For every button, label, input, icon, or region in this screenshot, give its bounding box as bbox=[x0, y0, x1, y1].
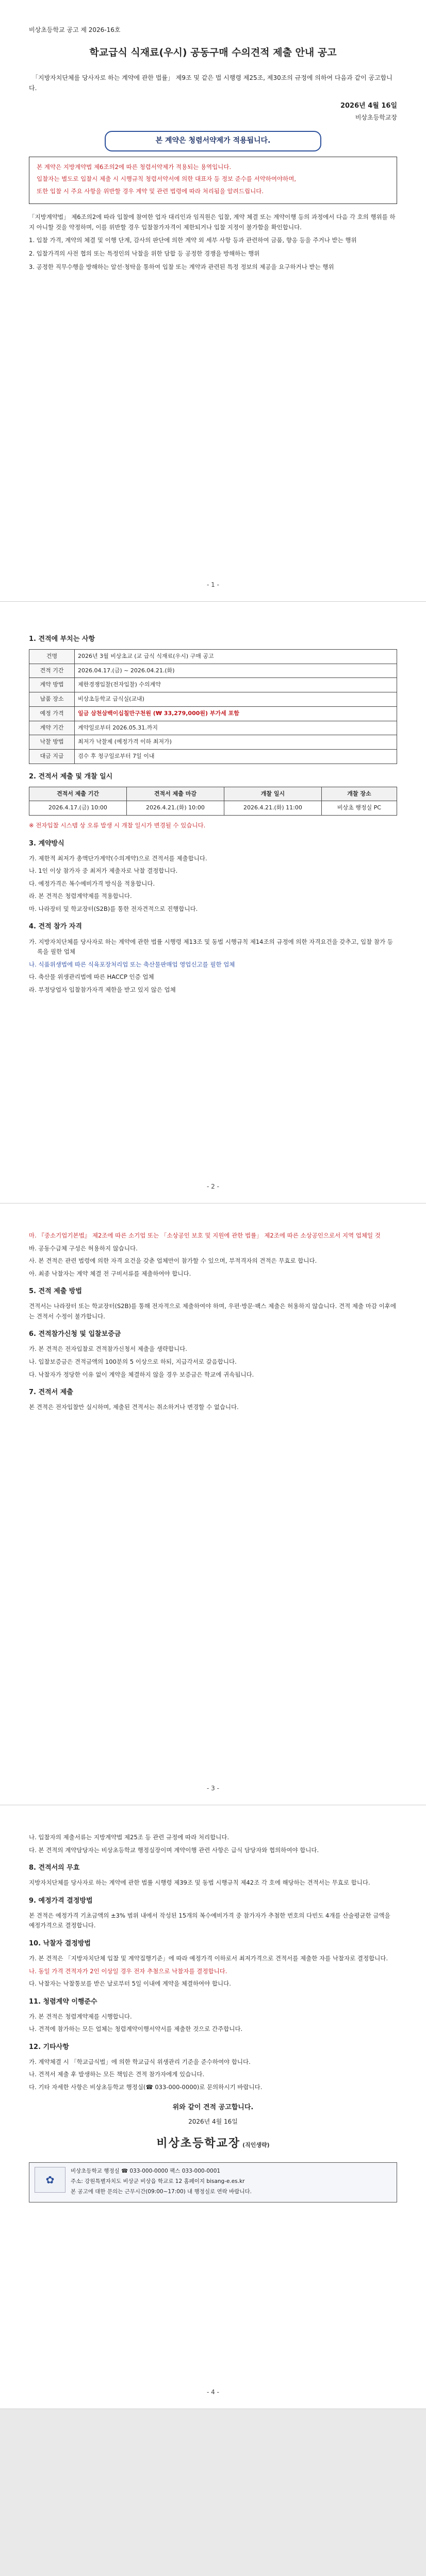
table-row bbox=[29, 749, 397, 764]
list-item: 나. 견적서 제출 후 발생하는 모든 책임은 견적 참가자에게 있습니다. bbox=[29, 2071, 205, 2078]
section-title: 9. 예정가격 결정방법 bbox=[29, 1896, 93, 1905]
list-item: 아. 최종 낙찰자는 계약 체결 전 구비서류를 제출하여야 합니다. bbox=[29, 1269, 191, 1277]
row-value: 계약일로부터 2026.05.31.까지 bbox=[75, 721, 397, 735]
section-title: 8. 견적서의 무효 bbox=[29, 1864, 80, 1872]
page-1 bbox=[0, 0, 426, 602]
row-label: 예정 가격 bbox=[29, 706, 75, 721]
section-title: 7. 견적서 제출 bbox=[29, 1388, 73, 1397]
section-paragraph: 본 견적은 전자입찰만 실시하며, 제출된 견적서는 취소하거나 변경할 수 없습니다. bbox=[29, 1403, 239, 1411]
table-row bbox=[29, 735, 397, 750]
final-org bbox=[29, 2134, 397, 2153]
section-title: 6. 견적참가신청 및 입찰보증금 bbox=[29, 1330, 121, 1338]
integrity-line: 본 계약은 지방계약법 제6조의2에 따른 청렴서약제가 적용되는 용역입니다. bbox=[37, 163, 232, 171]
table-header-row bbox=[29, 787, 397, 801]
list-item: 마. 『중소기업기본법』 제2조에 따른 소기업 또는 「소상공인 보호 및 지원에 관한 법률」 제2조에 따른 소상공인으로서 지역 업체일 것 bbox=[29, 1232, 381, 1239]
contact-line: 본 공고에 대한 문의는 근무시간(09:00~17:00) 내 행정실로 연락 바랍니다. bbox=[71, 2189, 252, 2195]
list-item: 라. 본 견적은 청렴계약제를 적용합니다. bbox=[29, 892, 132, 900]
list-item: 다. 낙찰자는 낙찰통보를 받은 날로부터 5일 이내에 계약을 체결하여야 합니다. bbox=[29, 1980, 231, 1988]
list-item: 가. 본 견적은 청렴계약제를 시행합니다. bbox=[29, 2012, 132, 2020]
list-item: 다. 예정가격은 복수예비가격 방식을 적용합니다. bbox=[29, 879, 155, 887]
section-paragraph: 견적서는 나라장터 또는 학교장터(S2B)를 통해 전자적으로 제출하여야 하며, 우편·방문·팩스 제출은 허용하지 않습니다. 견적 제출 마감 이후에는 견적서 수정이 불가합니다. bbox=[29, 1302, 396, 1320]
law-item: 3. 공정한 직무수행을 방해하는 알선·청탁을 통하여 입찰 또는 계약과 관련된 특정 정보의 제공을 요구하거나 받는 행위 bbox=[29, 263, 334, 270]
row-label: 계약 기간 bbox=[29, 721, 75, 735]
table-cell: 2026.4.21.(화) 11:00 bbox=[224, 801, 321, 816]
row-value: 비상초등학교 급식실(교내) bbox=[75, 692, 397, 707]
final-date: 2026년 4월 16일 bbox=[188, 2117, 238, 2125]
page-number: - 4 - bbox=[207, 2388, 219, 2396]
integrity-line: 입찰자는 별도로 입찰시 제출 시 시행규칙 청렴서약서에 의한 대표자 등 정보 준수를 서약하여야하며, bbox=[37, 175, 296, 183]
section-title: 10. 낙찰자 결정방법 bbox=[29, 1939, 91, 1947]
schedule-table bbox=[29, 787, 397, 816]
list-item: 마. 나라장터 및 학교장터(S2B)를 통한 전자견적으로 진행합니다. bbox=[29, 905, 198, 912]
contact-line: 비상초등학교 행정실 ☎ 033-000-0000 팩스 033-000-0001 bbox=[71, 2168, 221, 2175]
table-cell: 2026.4.17.(금) 10:00 bbox=[29, 801, 127, 816]
integrity-banner: 본 계약은 청렴서약제가 적용됩니다. bbox=[105, 131, 321, 151]
intro-paragraph: 「지방자치단체를 당사자로 하는 계약에 관한 법률」 제9조 및 같은 법 시행령 제25조, 제30조의 규정에 의하여 다음과 같이 공고합니다. bbox=[29, 74, 392, 92]
final-org-name: 비상초등학교장 bbox=[156, 2137, 241, 2150]
table-row bbox=[29, 706, 397, 721]
section-title: 3. 계약방식 bbox=[29, 839, 64, 848]
list-item: 가. 본 견적은 「지방자치단체 입찰 및 계약집행기준」에 따라 예정가격 이하로서 최저가격으로 견적서를 제출한 자를 낙찰자로 결정합니다. bbox=[29, 1955, 388, 1962]
column-header: 견적서 제출 마감 bbox=[126, 787, 224, 801]
integrity-line: 또한 입찰 시 주요 사항을 위반할 경우 계약 및 관련 법령에 따라 처리됨을 알려드립니다. bbox=[37, 187, 264, 195]
table-row bbox=[29, 721, 397, 735]
row-value: 최저가 낙찰제 (예정가격 이하 최저가) bbox=[75, 735, 397, 750]
list-item: 나. 입찰보증금은 견적금액의 100분의 5 이상으로 하되, 지급각서로 갈음합니다. bbox=[29, 1358, 237, 1366]
school-logo-icon: ✿ bbox=[35, 2167, 65, 2193]
section-title: 1. 견적에 부치는 사항 bbox=[29, 635, 95, 643]
list-item: 나. 1인 이상 참가자 중 최저가 제출자로 낙찰 결정합니다. bbox=[29, 867, 178, 875]
contact-info-box bbox=[29, 2162, 397, 2202]
page-3 bbox=[0, 1204, 426, 1805]
list-item: 다. 기타 자세한 사항은 비상초등학교 행정실(☎ 033-000-0000)로 문의하시기 바랍니다. bbox=[29, 2083, 263, 2091]
notice-number: 비상초등학교 공고 제 2026-16호 bbox=[29, 26, 121, 33]
section-title: 4. 견적 참가 자격 bbox=[29, 923, 82, 931]
contact-lines bbox=[71, 2167, 252, 2198]
list-item: 가. 지방자치단체를 당사자로 하는 계약에 관한 법률 시행령 제13조 및 동법 시행규칙 제14조의 규정에 의한 자격요건을 갖추고, 입찰 참가 등록을 필한 업체 bbox=[29, 938, 393, 956]
seal-note: (직인생략) bbox=[242, 2142, 270, 2149]
list-item: 가. 제한적 최저가 총액단가계약(수의계약)으로 견적서를 제출합니다. bbox=[29, 854, 207, 862]
row-label: 건명 bbox=[29, 650, 75, 664]
list-item: 다. 본 견적의 계약담당자는 비상초등학교 행정실장이며 계약이행 관련 사항은 급식 담당자와 협의하여야 합니다. bbox=[29, 1846, 319, 1854]
page-4 bbox=[0, 1805, 426, 2409]
row-value: 2026년 3월 비상초교 (교 급식 식재료(우시) 구매 공고 bbox=[75, 650, 397, 664]
table-row bbox=[29, 664, 397, 678]
section-title: 12. 기타사항 bbox=[29, 2043, 69, 2051]
page-number: - 2 - bbox=[207, 1182, 219, 1190]
section-title: 5. 견적 제출 방법 bbox=[29, 1287, 82, 1296]
list-item: 나. 입찰자의 제출서류는 지방계약법 제25조 등 관련 규정에 따라 처리합니다. bbox=[29, 1834, 230, 1841]
section-title: 11. 청렴계약 이행준수 bbox=[29, 1997, 97, 2006]
row-value: 일금 삼천삼백이십칠만구천원 (₩ 33,279,000원) 부가세 포함 bbox=[75, 706, 397, 721]
list-item: 바. 공동수급체 구성은 허용하지 않습니다. bbox=[29, 1244, 138, 1252]
schedule-note: ※ 전자입찰 시스템 상 오류 발생 시 개찰 일시가 변경될 수 있습니다. bbox=[29, 822, 206, 829]
list-item: 나. 식품위생법에 따른 식육포장처리업 또는 축산물판매업 영업신고를 필한 업체 bbox=[29, 960, 235, 968]
closing-statement: 위와 같이 견적 공고합니다. bbox=[172, 2103, 254, 2111]
section-title: 2. 견적서 제출 및 개찰 일시 bbox=[29, 772, 113, 781]
page-2 bbox=[0, 602, 426, 1204]
section-paragraph: 본 견적은 예정가격 기초금액의 ±3% 범위 내에서 작성된 15개의 복수예비가격 중 참가자가 추첨한 번호의 다빈도 4개를 산술평균한 금액을 예정가격으로 결정합니다. bbox=[29, 1911, 390, 1929]
section-paragraph: 지방자치단체를 당사자로 하는 계약에 관한 법률 시행령 제39조 및 동법 시행규칙 제42조 각 호에 해당하는 견적서는 무효로 합니다. bbox=[29, 1879, 370, 1887]
list-item: 가. 본 견적은 전자입찰로 견적참가신청서 제출을 생략합니다. bbox=[29, 1345, 187, 1353]
list-item: 사. 본 견적은 관련 법령에 의한 자격 요건을 갖춘 업체만이 참가할 수 있으며, 부적격자의 견적은 무효로 합니다. bbox=[29, 1257, 317, 1265]
table-row bbox=[29, 692, 397, 707]
notice-org: 비상초등학교장 bbox=[355, 113, 397, 121]
bid-info-table bbox=[29, 649, 397, 764]
list-item: 나. 동일 가격 견적자가 2인 이상일 경우 전자 추첨으로 낙찰자를 결정합니다. bbox=[29, 1967, 227, 1975]
table-cell: 2026.4.21.(화) 10:00 bbox=[126, 801, 224, 816]
page-number: - 1 - bbox=[207, 581, 219, 588]
row-value: 검수 후 청구일로부터 7일 이내 bbox=[75, 749, 397, 764]
law-item: 2. 입찰가격의 사전 협의 또는 특정인의 낙찰을 위한 담합 등 공정한 경쟁을 방해하는 행위 bbox=[29, 250, 260, 258]
row-label: 낙찰 방법 bbox=[29, 735, 75, 750]
list-item: 가. 계약체결 시 「학교급식법」에 의한 학교급식 위생관리 기준을 준수하여야 합니다. bbox=[29, 2058, 251, 2065]
row-value: 제한경쟁입찰(전자입찰) 수의계약 bbox=[75, 678, 397, 692]
row-label: 견적 기간 bbox=[29, 664, 75, 678]
document-title: 학교급식 식재료(우시) 공동구매 수의견적 제출 안내 공고 bbox=[89, 47, 337, 59]
law-item: 1. 입찰 가격, 계약의 체결 및 이행 단계, 감사의 판단에 의한 계약 외 세부 사항 등과 관련하여 금품, 향응 등을 주거나 받는 행위 bbox=[29, 236, 357, 244]
column-header: 견적서 제출 기간 bbox=[29, 787, 127, 801]
notice-date: 2026년 4월 16일 bbox=[340, 102, 397, 110]
page-number: - 3 - bbox=[207, 1784, 219, 1792]
law-paragraph: 「지방계약법」 제6조의2에 따라 입찰에 참여한 업자 대리인과 임직원은 입찰, 계약 체결 또는 계약이행 등의 과정에서 다음 각 호의 행위를 하지 아니할 것을 약정하며, 이를 위반할 경우 입찰참가자격이 제한되거나 입찰 지정이 불가함을 확인합니다. bbox=[29, 213, 396, 231]
row-label: 계약 방법 bbox=[29, 678, 75, 692]
integrity-box bbox=[29, 157, 397, 205]
column-header: 개찰 장소 bbox=[321, 787, 397, 801]
list-item: 라. 부정당업자 입찰참가자격 제한을 받고 있지 않은 업체 bbox=[29, 986, 176, 993]
table-row bbox=[29, 801, 397, 816]
table-row bbox=[29, 650, 397, 664]
list-item: 나. 견적에 참가하는 모든 업체는 청렴계약이행서약서를 제출한 것으로 간주합니다. bbox=[29, 2025, 243, 2033]
list-item: 다. 낙찰자가 정당한 이유 없이 계약을 체결하지 않을 경우 보증금은 학교에 귀속됩니다. bbox=[29, 1370, 254, 1378]
row-label: 납품 장소 bbox=[29, 692, 75, 707]
row-label: 대금 지급 bbox=[29, 749, 75, 764]
table-row bbox=[29, 678, 397, 692]
contact-line: 주소: 강원특별자치도 비상군 비상읍 학교로 12 홈페이지 bisang-e.es.kr bbox=[71, 2178, 245, 2185]
row-value: 2026.04.17.(금) ~ 2026.04.21.(화) bbox=[75, 664, 397, 678]
list-item: 다. 축산물 위생관리법에 따른 HACCP 인증 업체 bbox=[29, 973, 154, 981]
column-header: 개찰 일시 bbox=[224, 787, 321, 801]
table-cell: 비상초 행정실 PC bbox=[321, 801, 397, 816]
